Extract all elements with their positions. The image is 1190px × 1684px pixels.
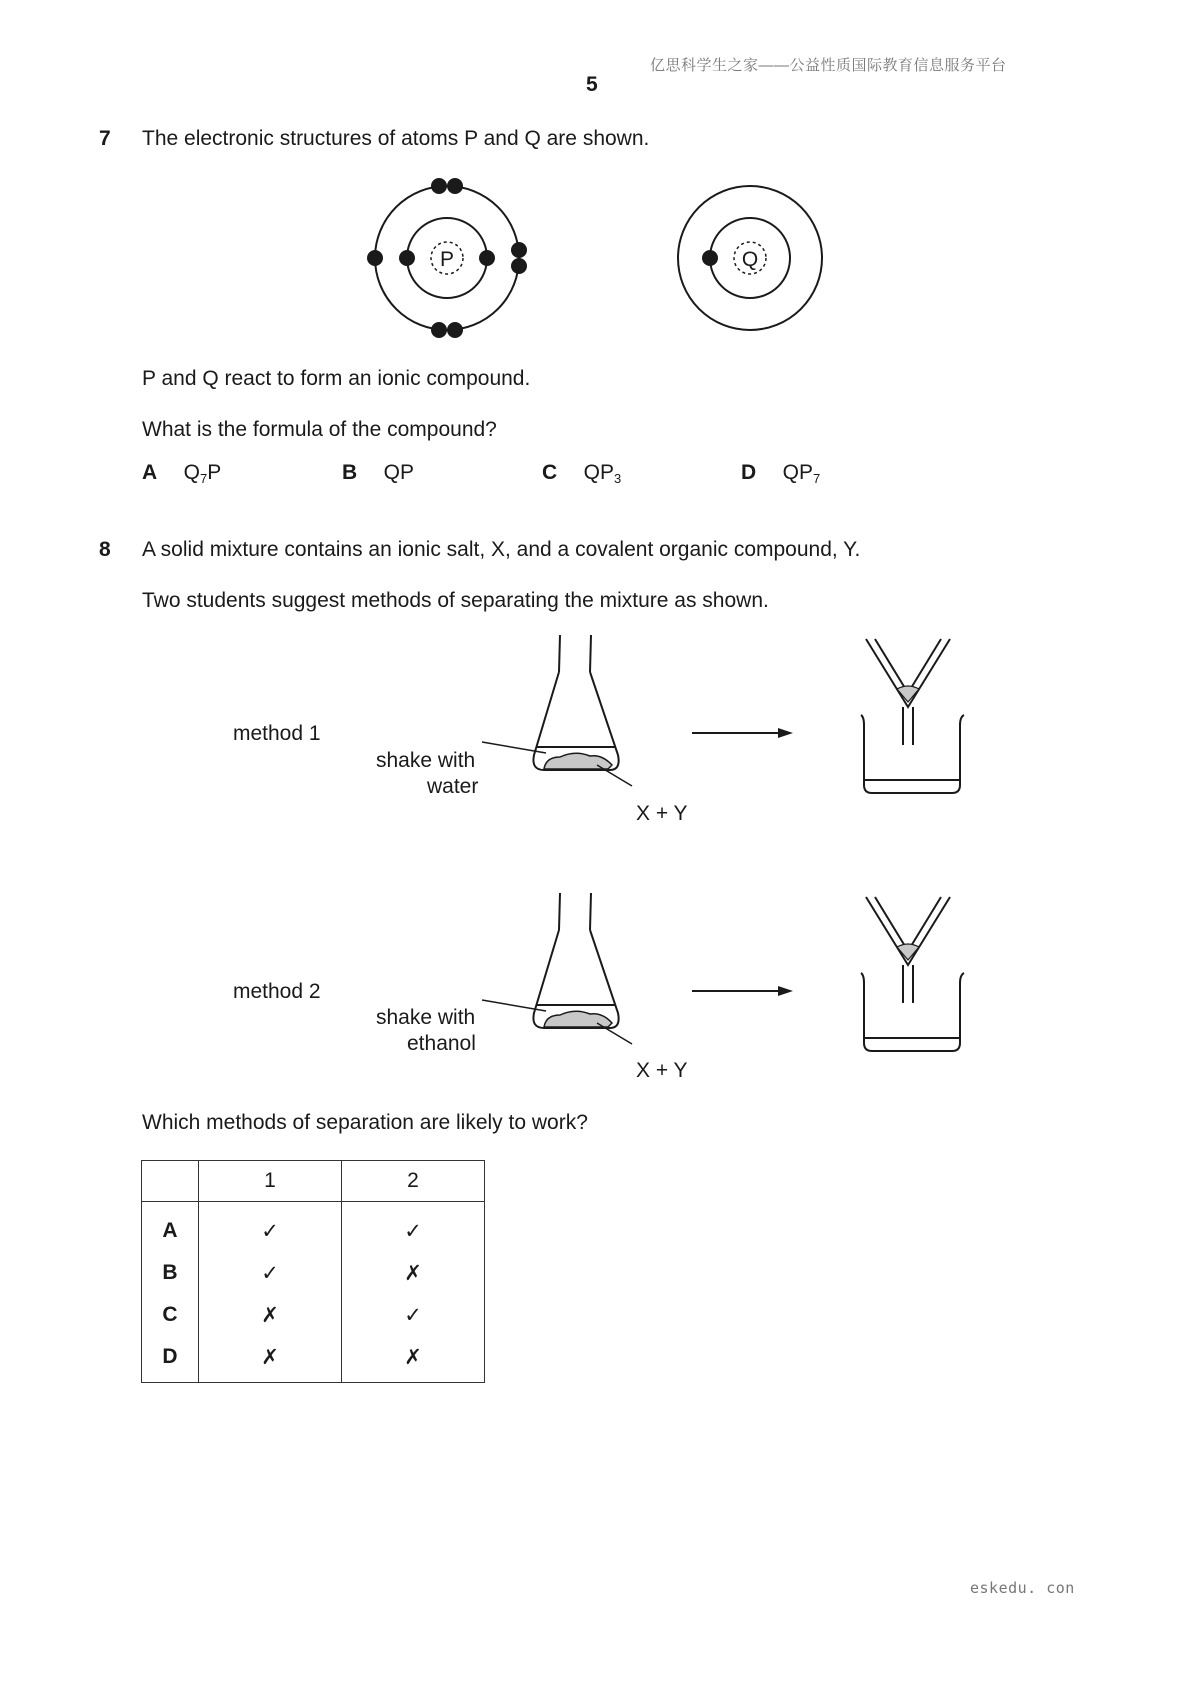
method-2-arrow (692, 986, 793, 996)
table-header-cell (142, 1161, 199, 1202)
footer-watermark-text: eskedu. con (970, 1579, 1075, 1597)
method-2-shake-line2: ethanol (407, 1032, 476, 1055)
row-letter: D (142, 1336, 199, 1383)
method-1-filter-funnel (866, 639, 950, 745)
row-method-1-mark: ✓ (199, 1252, 342, 1294)
method-2-label: method 2 (233, 980, 321, 1003)
option-c-letter: C (542, 461, 558, 484)
option-d[interactable] (741, 461, 820, 485)
atom-p-diagram (367, 178, 527, 338)
table-row[interactable] (142, 1202, 485, 1253)
row-method-2-mark: ✗ (342, 1336, 485, 1383)
option-a-formula: $Q_7P$ (183, 461, 222, 486)
atom-p-label: P (439, 248, 455, 271)
method-1-mixture-label: X + Y (636, 802, 688, 825)
method-1-flask (482, 635, 632, 786)
option-a[interactable] (142, 461, 221, 485)
table-row[interactable] (142, 1252, 485, 1294)
row-letter: B (142, 1252, 199, 1294)
atom-q-label: Q (741, 248, 759, 271)
option-b[interactable] (342, 461, 414, 485)
method-2-shake-line1: shake with (376, 1006, 476, 1029)
table-row[interactable] (142, 1294, 485, 1336)
header-watermark-text: 亿思科学生之家——公益性质国际教育信息服务平台 (650, 57, 1007, 74)
method-2-flask (482, 893, 632, 1044)
option-d-letter: D (741, 461, 757, 484)
row-method-1-mark: ✗ (199, 1294, 342, 1336)
question-8-stem: A solid mixture contains an ionic salt, X, and a covalent organic compound, Y. (142, 538, 861, 561)
question-7-stem: The electronic structures of atoms P and Q are shown. (142, 127, 650, 150)
method-1-label: method 1 (233, 722, 321, 745)
row-method-1-mark: ✓ (199, 1202, 342, 1253)
atom-diagrams (360, 170, 830, 350)
atom-q-diagram (678, 186, 822, 330)
method-2-apparatus (480, 893, 970, 1068)
option-c-formula: $QP_3$ (583, 461, 622, 486)
row-method-2-mark: ✓ (342, 1202, 485, 1253)
question-8-line2: Two students suggest methods of separating the mixture as shown. (142, 589, 769, 612)
answer-table (141, 1160, 485, 1383)
question-8-prompt: Which methods of separation are likely to work? (142, 1111, 588, 1134)
method-2-filter-funnel (866, 897, 950, 1003)
option-b-letter: B (342, 461, 358, 484)
row-method-1-mark: ✗ (199, 1336, 342, 1383)
option-b-formula: QP (383, 461, 414, 484)
method-1-apparatus (480, 635, 970, 810)
page-number: 5 (586, 73, 598, 96)
method-1-shake-line1: shake with (376, 749, 476, 772)
table-header-method-1: 1 (199, 1161, 342, 1202)
method-1-arrow (692, 728, 793, 738)
question-7-number: 7 (99, 127, 111, 150)
row-method-2-mark: ✗ (342, 1252, 485, 1294)
question-8-number: 8 (99, 538, 111, 561)
question-7-line1: P and Q react to form an ionic compound. (142, 367, 531, 390)
table-row[interactable] (142, 1336, 485, 1383)
table-header-method-2: 2 (342, 1161, 485, 1202)
option-a-letter: A (142, 461, 158, 484)
question-7-line2: What is the formula of the compound? (142, 418, 497, 441)
method-1-shake-line2: water (427, 775, 479, 798)
option-d-formula: $QP_7$ (782, 461, 821, 486)
table-header-row (142, 1161, 485, 1202)
row-letter: C (142, 1294, 199, 1336)
option-c[interactable] (542, 461, 621, 485)
method-2-mixture-label: X + Y (636, 1059, 688, 1082)
row-letter: A (142, 1202, 199, 1253)
row-method-2-mark: ✓ (342, 1294, 485, 1336)
